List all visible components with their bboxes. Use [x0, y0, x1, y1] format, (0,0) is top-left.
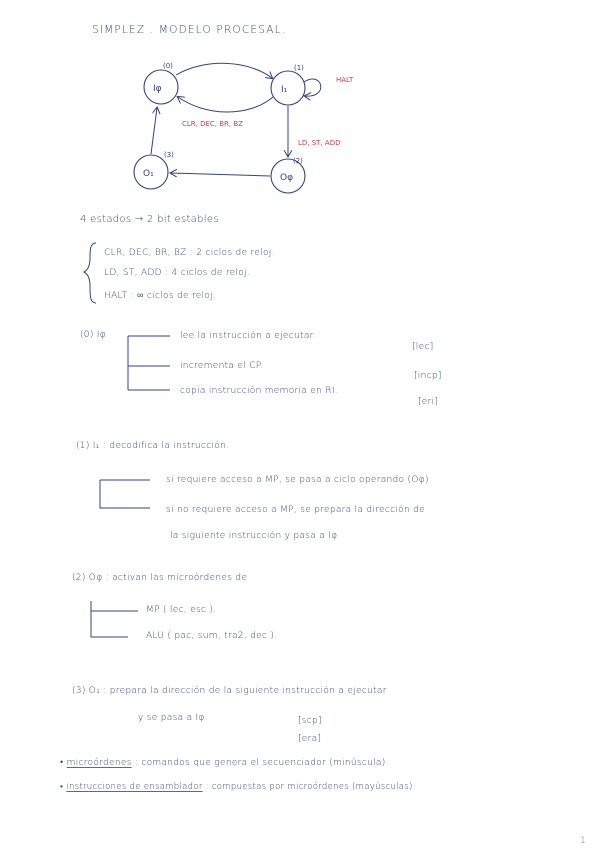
sec0-tree	[128, 336, 170, 390]
sec2-tree	[91, 601, 138, 637]
sec0-item-text: copia instrucción memoria en RI.	[180, 386, 338, 396]
sec1-branch: si no requiere acceso a MP, se prepara la dirección de	[166, 505, 426, 515]
node-i1-label: I₁	[281, 85, 288, 95]
bullet: •	[60, 782, 67, 792]
node-o1-index: (3)	[164, 151, 174, 159]
sec2-branch: ALU ( pac, sum, tra2, dec ).	[146, 631, 278, 641]
edge-label-ld: LD, ST, ADD	[298, 139, 341, 147]
sec1-branch: si requiere acceso a MP, se pasa a ciclo operando (Oφ)	[166, 475, 429, 485]
edge-halt-loop	[304, 79, 321, 96]
states-line: 4 estados → 2 bit estables	[80, 214, 219, 225]
sec0-item-code: [eri]	[418, 397, 439, 407]
group-item: CLR, DEC, BR, BZ : 2 ciclos de reloj.	[104, 248, 275, 258]
sec2-branch: MP ( lec, esc ).	[146, 605, 217, 615]
node-o0-label: Oφ	[280, 173, 294, 183]
sec2-head: (2) Oφ : activan las microórdenes de	[72, 573, 248, 583]
edge-o1-i0	[151, 108, 157, 154]
edge-label-halt: HALT	[336, 76, 354, 84]
edge-o0-o1	[171, 173, 270, 176]
edge-label-clr: CLR, DEC, BR, BZ	[182, 120, 243, 128]
node-i1-index: (1)	[294, 64, 304, 72]
node-i0-label: Iφ	[153, 84, 162, 94]
edge-i0-i1	[176, 63, 272, 78]
sec0-item-code: [incp]	[414, 371, 442, 381]
sec0-item-text: incrementa el CP.	[180, 361, 264, 371]
note-term: microórdenes	[66, 758, 132, 768]
page-title: SIMPLEZ . MODELO PROCESAL.	[92, 24, 287, 36]
sec0-item-code: [lec]	[412, 342, 434, 352]
sec1-tree	[100, 480, 150, 508]
group-item: HALT : ∞ ciclos de reloj.	[104, 291, 217, 301]
note-instrucciones	[60, 781, 416, 792]
group-item: LD, ST, ADD : 4 ciclos de reloj.	[104, 268, 251, 278]
edge-i1-i0	[178, 97, 273, 112]
sec1-branch: la siguiente instrucción y pasa a Iφ	[170, 531, 338, 541]
sec3-code: [era]	[298, 734, 322, 744]
page-number: 1	[580, 836, 587, 846]
note-text: : compuestas por microórdenes (mayúsculas).	[205, 782, 416, 792]
sec3-code: [scp]	[298, 716, 322, 726]
node-o1-label: O₁	[143, 169, 154, 179]
node-i1	[271, 71, 305, 105]
note-term: instrucciones de ensamblador	[66, 782, 203, 792]
node-i0-index: (0)	[163, 62, 173, 70]
note-text: : comandos que genera el secuenciador (minúscula).	[134, 758, 389, 768]
sec3-head: (3) O₁ : prepara la dirección de la siguiente instrucción a ejecutar	[72, 686, 387, 696]
note-microordenes	[60, 757, 389, 768]
node-o0-index: (2)	[293, 157, 303, 165]
sec3-line: y se pasa a Iφ.	[138, 713, 208, 723]
group-brace	[84, 243, 96, 303]
sec0-item-text: lee la instrucción a ejecutar.	[180, 331, 316, 341]
bullet: •	[60, 758, 67, 768]
sec1-head: (1) I₁ : decodifica la instrucción.	[76, 441, 230, 451]
sec0-head: (0) Iφ	[80, 330, 107, 340]
